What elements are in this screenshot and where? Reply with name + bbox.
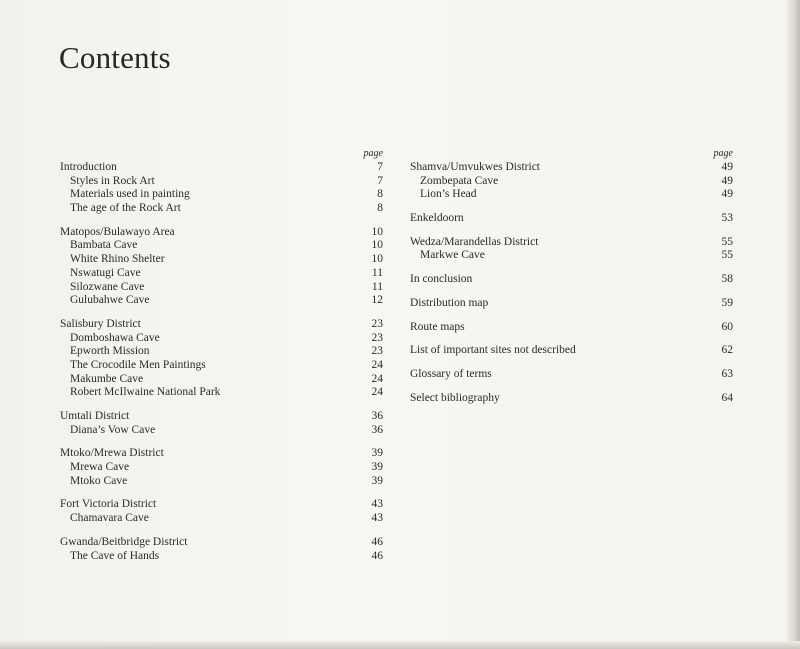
- toc-page-number: 60: [721, 320, 733, 333]
- toc-entry-label: Fort Victoria District: [60, 498, 157, 511]
- toc-page-number: 49: [721, 174, 733, 187]
- toc-group: [410, 273, 733, 287]
- toc-group: [60, 226, 383, 308]
- toc-list-left: [60, 161, 383, 563]
- page-column-header: page: [713, 148, 733, 159]
- toc-entry-label: Silozwane Cave: [70, 280, 145, 293]
- toc-entry-label: Lion’s Head: [420, 188, 477, 201]
- toc-entry-label: Diana’s Vow Cave: [70, 423, 156, 436]
- toc-page-number: 8: [377, 188, 383, 201]
- toc-subentry: [60, 373, 383, 387]
- toc-entry: [60, 318, 383, 332]
- toc-entry-label: Mrewa Cave: [70, 461, 130, 474]
- toc-page-number: 10: [371, 239, 383, 252]
- toc-entry: [60, 536, 383, 550]
- toc-subentry: [60, 188, 383, 202]
- toc-page-number: 39: [371, 447, 383, 460]
- toc-entry-label: The Crocodile Men Paintings: [70, 358, 206, 371]
- toc-page-number: 43: [371, 512, 383, 525]
- toc-entry-label: Enkeldoorn: [410, 212, 464, 225]
- toc-page-number: 36: [371, 423, 383, 436]
- toc-entry: [410, 236, 733, 250]
- toc-subentry: [60, 461, 383, 475]
- toc-page-number: 49: [721, 161, 733, 173]
- toc-entry-label: Bambata Cave: [70, 239, 138, 252]
- toc-group: [410, 321, 733, 335]
- toc-page-number: 11: [371, 280, 383, 293]
- toc-subentry: [60, 512, 383, 526]
- toc-entry-label: Umtali District: [60, 410, 130, 422]
- toc-subentry: [60, 550, 383, 564]
- toc-subentry: [60, 267, 383, 281]
- toc-entry-label: Domboshawa Cave: [70, 331, 160, 344]
- toc-group: [60, 498, 383, 525]
- toc-group: [410, 212, 733, 226]
- toc-group: [410, 297, 733, 311]
- toc-page-number: 43: [371, 498, 383, 511]
- toc-entry: [410, 392, 733, 406]
- contents-column-right: [410, 147, 733, 415]
- toc-entry-label: Gwanda/Beitbridge District: [60, 535, 188, 548]
- toc-subentry: [60, 359, 383, 373]
- toc-page-number: 46: [371, 549, 383, 562]
- toc-subentry: [60, 239, 383, 253]
- toc-page-number: 39: [371, 474, 383, 487]
- toc-page-number: 23: [371, 345, 383, 358]
- toc-subentry: [410, 188, 733, 202]
- toc-subentry: [60, 175, 383, 189]
- toc-entry-label: The age of the Rock Art: [70, 202, 181, 215]
- toc-subentry: [60, 253, 383, 267]
- toc-entry-label: Nswatugi Cave: [70, 266, 141, 279]
- toc-entry: [410, 161, 733, 175]
- toc-subentry: [60, 345, 383, 359]
- toc-page-number: 12: [371, 294, 383, 307]
- toc-page-number: 8: [377, 202, 383, 215]
- toc-subentry: [60, 281, 383, 295]
- toc-entry: [60, 161, 383, 175]
- toc-subentry: [60, 332, 383, 346]
- toc-page-number: 23: [371, 317, 383, 330]
- toc-entry-label: Styles in Rock Art: [70, 174, 155, 187]
- toc-subentry: [60, 424, 383, 438]
- toc-page-number: 55: [721, 249, 733, 262]
- toc-entry-label: Materials used in painting: [70, 188, 190, 201]
- toc-page-number: 49: [721, 188, 733, 201]
- page-bottom-edge: [0, 641, 800, 649]
- toc-group: [410, 368, 733, 382]
- toc-group: [60, 410, 383, 437]
- toc-subentry: [60, 475, 383, 489]
- toc-page-number: 24: [371, 358, 383, 371]
- toc-entry: [410, 212, 733, 226]
- toc-entry-label: Introduction: [60, 161, 117, 173]
- toc-group: [410, 344, 733, 358]
- toc-page-number: 10: [371, 225, 383, 238]
- toc-subentry: [60, 386, 383, 400]
- toc-page-number: 62: [721, 344, 733, 357]
- toc-entry-label: Shamva/Umvukwes District: [410, 161, 540, 173]
- toc-page-number: 36: [371, 410, 383, 422]
- toc-entry-label: Matopos/Bulawayo Area: [60, 225, 175, 238]
- toc-entry-label: Epworth Mission: [70, 345, 150, 358]
- toc-page-number: 64: [721, 391, 733, 404]
- toc-group: [410, 236, 733, 263]
- toc-page-number: 39: [371, 461, 383, 474]
- toc-entry-label: Glossary of terms: [410, 367, 492, 380]
- toc-page-number: 7: [377, 174, 383, 187]
- toc-group: [410, 392, 733, 406]
- toc-list-right: [410, 161, 733, 405]
- toc-page-number: 58: [721, 273, 733, 286]
- contents-column-left: [60, 147, 383, 573]
- toc-entry: [60, 447, 383, 461]
- toc-entry-label: Mtoko/Mrewa District: [60, 447, 164, 460]
- toc-page-number: 24: [371, 386, 383, 399]
- toc-page-number: 7: [377, 161, 383, 173]
- toc-entry-label: Makumbe Cave: [70, 372, 144, 385]
- toc-entry-label: Wedza/Marandellas District: [410, 235, 539, 248]
- toc-page-number: 11: [371, 266, 383, 279]
- toc-subentry: [410, 249, 733, 263]
- toc-group: [60, 536, 383, 563]
- toc-entry-label: Chamavara Cave: [70, 512, 149, 525]
- toc-page-number: 63: [721, 367, 733, 380]
- toc-entry: [410, 368, 733, 382]
- toc-entry-label: Robert McIlwaine National Park: [70, 386, 221, 399]
- toc-entry-label: Route maps: [410, 320, 465, 333]
- toc-group: [60, 447, 383, 488]
- toc-entry-label: Select bibliography: [410, 391, 500, 404]
- toc-entry: [410, 297, 733, 311]
- toc-page-number: 24: [371, 372, 383, 385]
- toc-group: [60, 161, 383, 216]
- page-title: Contents: [59, 40, 171, 75]
- toc-entry-label: Mtoko Cave: [70, 474, 128, 487]
- toc-entry-label: Zombepata Cave: [420, 174, 499, 187]
- toc-entry-label: Salisbury District: [60, 317, 141, 330]
- toc-entry-label: White Rhino Shelter: [70, 253, 165, 266]
- toc-entry: [410, 273, 733, 287]
- toc-page-number: 10: [371, 253, 383, 266]
- toc-subentry: [60, 202, 383, 216]
- toc-subentry: [410, 175, 733, 189]
- toc-page-number: 53: [721, 212, 733, 225]
- toc-page-number: 46: [371, 535, 383, 548]
- toc-entry-label: Distribution map: [410, 296, 489, 309]
- page-column-header: page: [363, 148, 383, 159]
- toc-entry-label: Markwe Cave: [420, 249, 485, 262]
- toc-group: [60, 318, 383, 400]
- toc-entry: [60, 498, 383, 512]
- toc-subentry: [60, 294, 383, 308]
- toc-entry-label: List of important sites not described: [410, 344, 576, 357]
- toc-entry: [410, 321, 733, 335]
- toc-group: [410, 161, 733, 202]
- toc-entry-label: The Cave of Hands: [70, 549, 160, 562]
- toc-entry: [60, 226, 383, 240]
- toc-page-number: 59: [721, 296, 733, 309]
- page-spine-shadow: [786, 0, 800, 649]
- toc-entry-label: Gulubahwe Cave: [70, 294, 150, 307]
- toc-page-number: 23: [371, 331, 383, 344]
- toc-entry-label: In conclusion: [410, 273, 473, 286]
- toc-entry: [410, 344, 733, 358]
- toc-entry: [60, 410, 383, 424]
- toc-page-number: 55: [721, 235, 733, 248]
